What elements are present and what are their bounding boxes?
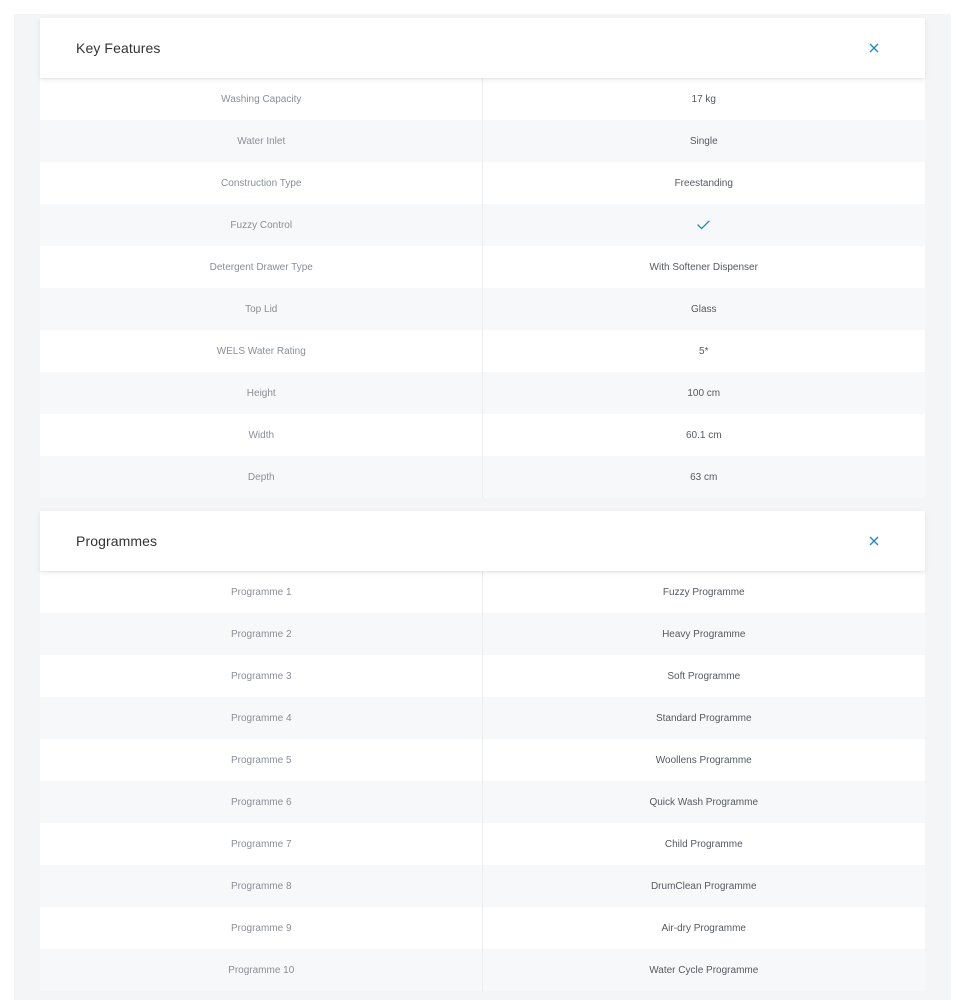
feature-value: 60.1 cm [685,429,722,441]
table-row [40,78,925,120]
programme-number: Programme 8 [230,880,292,892]
programme-name: Air-dry Programme [661,922,746,934]
key-features-section [40,18,925,498]
section-title: Programmes [76,533,158,549]
programme-number: Programme 6 [230,796,292,808]
feature-label: Top Lid [245,303,278,315]
table-row [40,162,925,204]
table-row [40,739,925,781]
key-features-header[interactable] [40,18,925,78]
feature-value: With Softener Dispenser [649,261,758,273]
table-row [40,655,925,697]
table-row [40,907,925,949]
feature-label: Detergent Drawer Type [209,261,313,273]
feature-label: Washing Capacity [221,93,302,105]
feature-label: Width [248,429,275,441]
programme-name: Standard Programme [655,712,752,724]
programme-name: Fuzzy Programme [662,586,745,598]
programme-number: Programme 10 [228,964,295,976]
table-row [40,781,925,823]
programme-number: Programme 1 [230,586,292,598]
feature-value: 17 kg [691,93,716,105]
close-key-features-button[interactable] [859,33,889,63]
table-row [40,456,925,498]
page-background [14,14,951,1000]
table-row [40,865,925,907]
feature-label: Height [246,387,276,399]
programme-number: Programme 7 [230,838,292,850]
feature-value: 63 cm [690,471,718,483]
table-row [40,120,925,162]
checkmark-icon [697,220,710,230]
table-row [40,372,925,414]
programmes-header[interactable] [40,511,925,571]
table-row [40,949,925,991]
feature-label: Depth [247,471,275,483]
table-row [40,823,925,865]
feature-value: 100 cm [687,387,721,399]
programme-number: Programme 3 [230,670,292,682]
table-row [40,204,925,246]
table-row [40,613,925,655]
close-icon [869,43,879,53]
programme-name: Child Programme [664,838,743,850]
feature-value: Glass [690,303,717,315]
programmes-table [40,571,925,991]
programme-name: Water Cycle Programme [649,964,759,976]
feature-label: Construction Type [221,177,302,189]
close-programmes-button[interactable] [859,526,889,556]
feature-label: Water Inlet [237,135,286,147]
feature-label: WELS Water Rating [216,345,306,357]
programme-number: Programme 9 [230,922,292,934]
table-row [40,246,925,288]
feature-value: Single [689,135,718,147]
table-row [40,697,925,739]
programme-name: Soft Programme [667,670,741,682]
programmes-section [40,511,925,991]
programme-name: Quick Wash Programme [649,796,759,808]
section-title: Key Features [76,40,161,56]
feature-value: Freestanding [674,177,733,189]
feature-label: Fuzzy Control [230,219,293,231]
programme-name: Woollens Programme [655,754,752,766]
programme-name: DrumClean Programme [650,880,757,892]
table-row [40,330,925,372]
table-row [40,571,925,613]
feature-value [483,204,926,246]
table-row [40,414,925,456]
programme-number: Programme 2 [230,628,292,640]
programme-number: Programme 4 [230,712,292,724]
programme-name: Heavy Programme [662,628,746,640]
close-icon [869,536,879,546]
table-row [40,288,925,330]
feature-value: 5* [699,345,709,357]
key-features-table [40,78,925,498]
programme-number: Programme 5 [230,754,292,766]
